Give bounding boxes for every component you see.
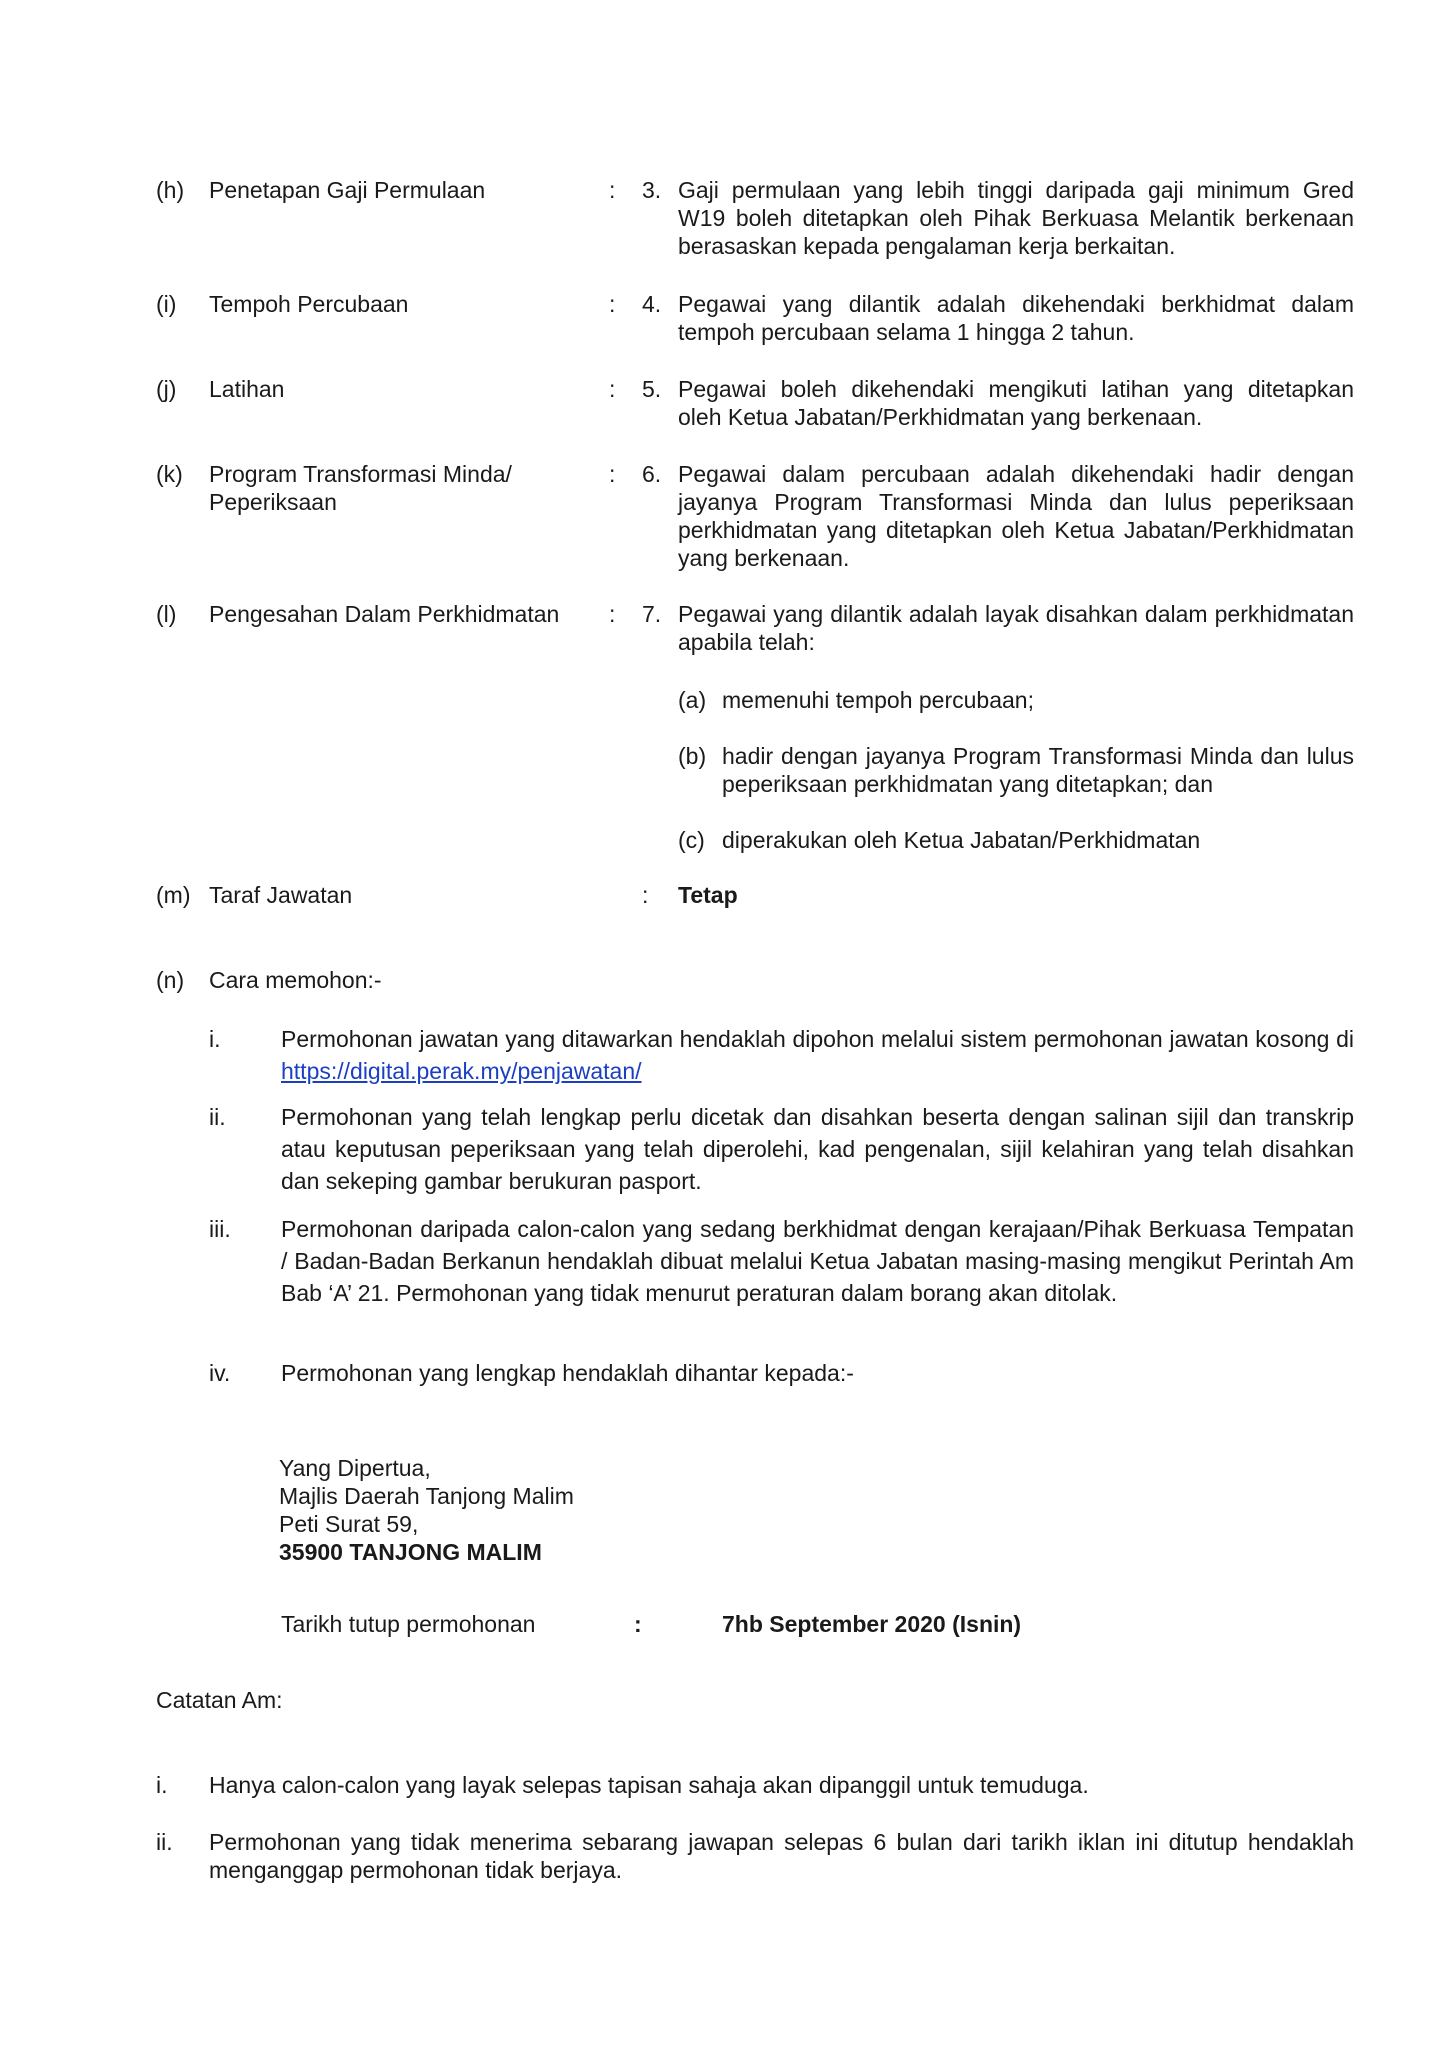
- section-label: Penetapan Gaji Permulaan: [209, 177, 486, 203]
- item-number: 7.: [642, 601, 662, 627]
- section-letter: (i): [156, 291, 177, 317]
- subitem-marker: (c): [678, 827, 705, 853]
- taraf-value: Tetap: [678, 882, 738, 908]
- list-item-text: Permohonan daripada calon-calon yang sedang berkhidmat dengan kerajaan/Pihak Berkuasa Tempatan / Badan-Badan Berkanun hendaklah dibuat melalui Ketua Jabatan masing-masing mengikut Perintah Am Bab ‘A’ 21. Permohonan yang tidak menurut peraturan dalam borang akan ditolak.: [281, 1216, 1354, 1306]
- section-label: Cara memohon:-: [209, 967, 382, 993]
- list-marker: ii.: [209, 1104, 226, 1130]
- subitem-text: diperakukan oleh Ketua Jabatan/Perkhidmatan: [722, 827, 1201, 853]
- subitem-text: hadir dengan jayanya Program Transformasi Minda dan lulus peperiksaan perkhidmatan yang ditetapkan; dan: [722, 743, 1354, 797]
- section-letter: (j): [156, 376, 177, 402]
- section-text: Pegawai dalam percubaan adalah dikehendaki hadir dengan jayanya Program Transformasi Minda dan lulus peperiksaan perkhidmatan yang ditetapkan oleh Ketua Jabatan/Perkhidmatan yang berkenaan.: [678, 461, 1354, 571]
- section-text: Pegawai boleh dikehendaki mengikuti latihan yang ditetapkan oleh Ketua Jabatan/Perkhidmatan yang berkenaan.: [678, 376, 1354, 430]
- list-marker: iii.: [209, 1216, 231, 1242]
- address-block: [279, 1454, 574, 1566]
- item-number: 4.: [642, 291, 662, 317]
- colon: :: [609, 291, 616, 317]
- section-text: Gaji permulaan yang lebih tinggi daripada gaji minimum Gred W19 boleh ditetapkan oleh Pihak Berkuasa Melantik berkenaan berasaskan kepada pengalaman kerja berkaitan.: [678, 177, 1354, 259]
- colon: :: [609, 177, 616, 203]
- section-letter: (h): [156, 177, 185, 203]
- colon: :: [609, 601, 616, 627]
- list-item-text: Permohonan yang lengkap hendaklah dihantar kepada:-: [281, 1360, 854, 1386]
- application-link[interactable]: https://digital.perak.my/penjawatan/: [281, 1058, 642, 1084]
- section-label: Pengesahan Dalam Perkhidmatan: [209, 601, 560, 627]
- list-item: [281, 1023, 1354, 1087]
- section-letter: (m): [156, 882, 191, 908]
- section-label: Tempoh Percubaan: [209, 291, 409, 317]
- subitem-text: memenuhi tempoh percubaan;: [722, 687, 1034, 713]
- address-line: Yang Dipertua,: [279, 1455, 431, 1481]
- section-label: Latihan: [209, 376, 285, 402]
- colon: :: [634, 1611, 642, 1637]
- list-item-text: Permohonan jawatan yang ditawarkan hendaklah dipohon melalui sistem permohonan jawatan kosong di: [281, 1026, 1354, 1052]
- section-label: Taraf Jawatan: [209, 882, 353, 908]
- section-letter: (l): [156, 601, 177, 627]
- note-text: Permohonan yang tidak menerima sebarang jawapan selepas 6 bulan dari tarikh iklan ini ditutup hendaklah menganggap permohonan tidak berjaya.: [209, 1829, 1354, 1883]
- list-marker: iv.: [209, 1360, 231, 1386]
- note-marker: i.: [156, 1772, 168, 1798]
- list-item-text: Permohonan yang telah lengkap perlu dicetak dan disahkan beserta dengan salinan sijil dan transkrip atau keputusan peperiksaan yang telah diperolehi, kad pengenalan, sijil kelahiran yang telah disahkan dan sekeping gambar berukuran pasport.: [281, 1104, 1354, 1194]
- subitem-marker: (b): [678, 743, 707, 769]
- section-letter: (k): [156, 461, 183, 487]
- section-label-line1: Program Transformasi Minda/: [209, 461, 512, 487]
- subitem-marker: (a): [678, 687, 707, 713]
- note-marker: ii.: [156, 1829, 173, 1855]
- colon: :: [609, 376, 616, 402]
- section-label-line2: Peperiksaan: [209, 489, 337, 515]
- item-number: 6.: [642, 461, 662, 487]
- address-line: Majlis Daerah Tanjong Malim: [279, 1483, 574, 1509]
- notes-title: Catatan Am:: [156, 1687, 283, 1713]
- list-marker: i.: [209, 1026, 221, 1052]
- colon: :: [609, 461, 616, 487]
- section-text: Pegawai yang dilantik adalah dikehendaki berkhidmat dalam tempoh percubaan selama 1 hingga 2 tahun.: [678, 291, 1354, 345]
- section-letter: (n): [156, 967, 185, 993]
- address-line: 35900 TANJONG MALIM: [279, 1539, 542, 1565]
- item-number: 3.: [642, 177, 662, 203]
- section-text: Pegawai yang dilantik adalah layak disahkan dalam perkhidmatan apabila telah:: [678, 601, 1354, 655]
- colon: :: [642, 882, 649, 908]
- closing-date-value: 7hb September 2020 (Isnin): [722, 1611, 1022, 1637]
- note-text: Hanya calon-calon yang layak selepas tapisan sahaja akan dipanggil untuk temuduga.: [209, 1772, 1089, 1798]
- closing-date-label: Tarikh tutup permohonan: [281, 1611, 536, 1637]
- address-line: Peti Surat 59,: [279, 1511, 419, 1537]
- item-number: 5.: [642, 376, 662, 402]
